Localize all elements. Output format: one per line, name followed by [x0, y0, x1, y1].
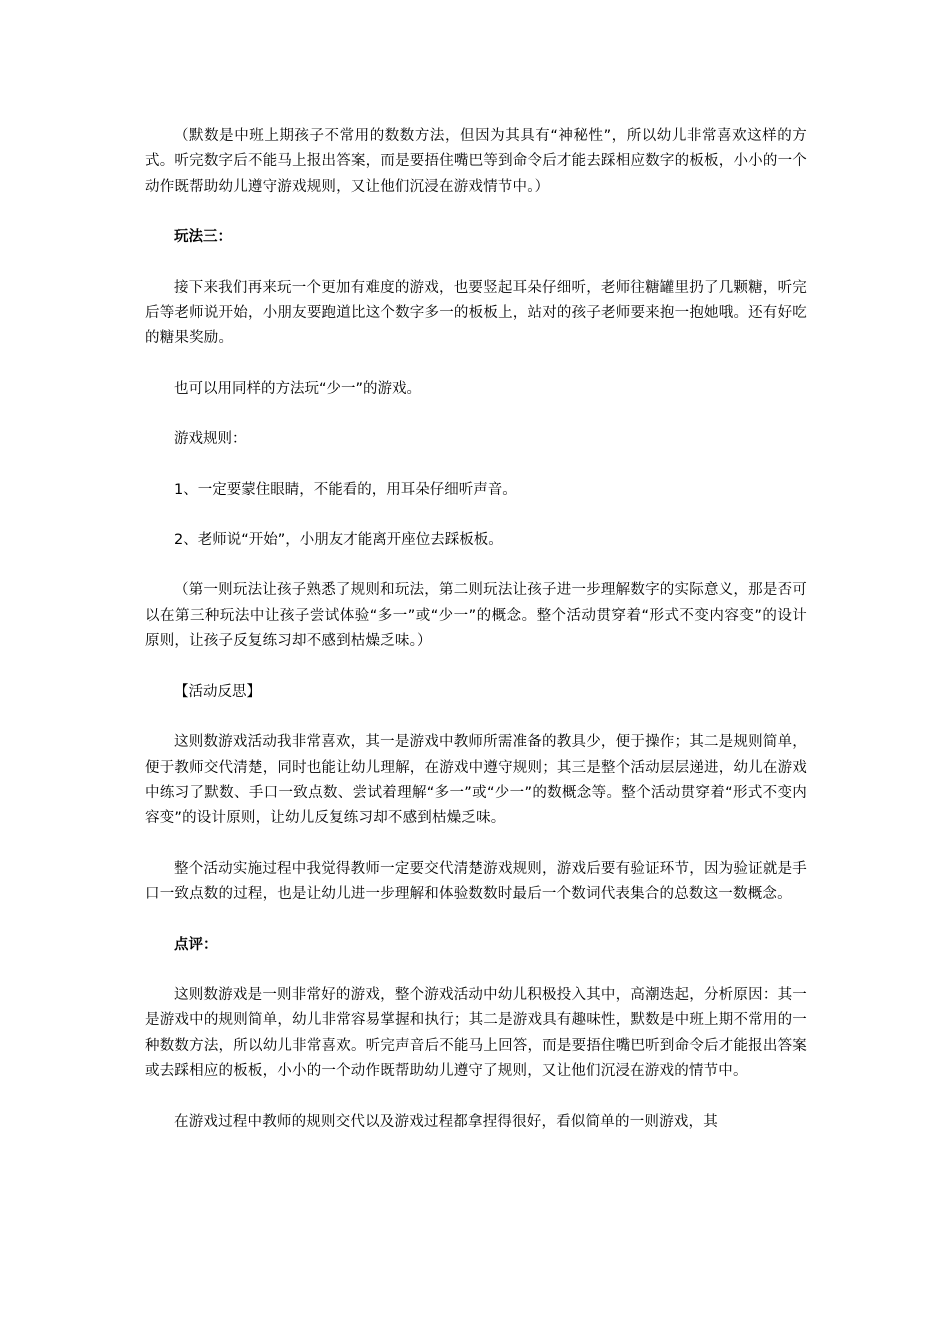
paragraph-comment-2: 在游戏过程中教师的规则交代以及游戏过程都拿捏得很好，看似简单的一则游戏，其 [174, 1113, 718, 1130]
game-rule-2: 2、老师说“开始”，小朋友才能离开座位去踩板板。 [174, 532, 503, 549]
heading-activity-reflection: 【活动反思】 [174, 683, 261, 700]
game-rules-label: 游戏规则： [174, 431, 247, 448]
paragraph-play-three: 接下来我们再来玩一个更加有难度的游戏，也要竖起耳朵仔细听，老师往糖罐里扔了几颗糖，听完后等老师说开始，小朋友要跑道比这个数字多一的板板上，站对的孩子老师要来抱一抱她哦。还有好吃的糖果奖励。 [145, 279, 807, 347]
paragraph-comment-1: 这则数游戏是一则非常好的游戏，整个游戏活动中幼儿积极投入其中，高潮迭起，分析原因：其一是游戏中的规则简单，幼儿非常容易掌握和执行；其二是游戏具有趣味性，默数是中班上期不常用的一种数数方法，所以幼儿非常喜欢。听完声音后不能马上回答，而是要捂住嘴巴听到命令后才能报出答案或去踩相应的板板，小小的一个动作既帮助幼儿遵守了规则，又让他们沉浸在游戏的情节中。 [145, 986, 807, 1080]
heading-play-three: 玩法三： [174, 229, 232, 246]
game-rule-1: 1、一定要蒙住眼睛，不能看的，用耳朵仔细听声音。 [174, 481, 517, 498]
paragraph-play-design-note: （第一则玩法让孩子熟悉了规则和玩法，第二则玩法让孩子进一步理解数字的实际意义，那是否可以在第三种玩法中让孩子尝试体验“多一”或“少一”的概念。整个活动贯穿着“形式不变内容变”的设计原则，让孩子反复练习却不感到枯燥乏味。） [145, 582, 807, 650]
paragraph-one-less: 也可以用同样的方法玩“少一”的游戏。 [174, 380, 422, 397]
paragraph-reflection-2: 整个活动实施过程中我觉得教师一定要交代清楚游戏规则，游戏后要有验证环节，因为验证就是手口一致点数的过程，也是让幼儿进一步理解和体验数数时最后一个数词代表集合的总数这一数概念。 [145, 860, 807, 903]
heading-comment: 点评： [174, 936, 218, 953]
document-page [145, 124, 807, 1160]
paragraph-silent-counting-note: （默数是中班上期孩子不常用的数数方法，但因为其具有“神秘性”，所以幼儿非常喜欢这样的方式。听完数字后不能马上报出答案，而是要捂住嘴巴等到命令后才能去踩相应数字的板板，小小的一个动作既帮助幼儿遵守游戏规则，又让他们沉浸在游戏情节中。） [145, 128, 807, 195]
paragraph-reflection-1: 这则数游戏活动我非常喜欢，其一是游戏中教师所需准备的教具少，便于操作；其二是规则简单，便于教师交代清楚，同时也能让幼儿理解，在游戏中遵守规则；其三是整个活动层层递进，幼儿在游戏中练习了默数、手口一致点数、尝试着理解“多一”或“少一”的数概念等。整个活动贯穿着“形式不变内容变”的设计原则，让幼儿反复练习却不感到枯燥乏味。 [145, 734, 807, 827]
